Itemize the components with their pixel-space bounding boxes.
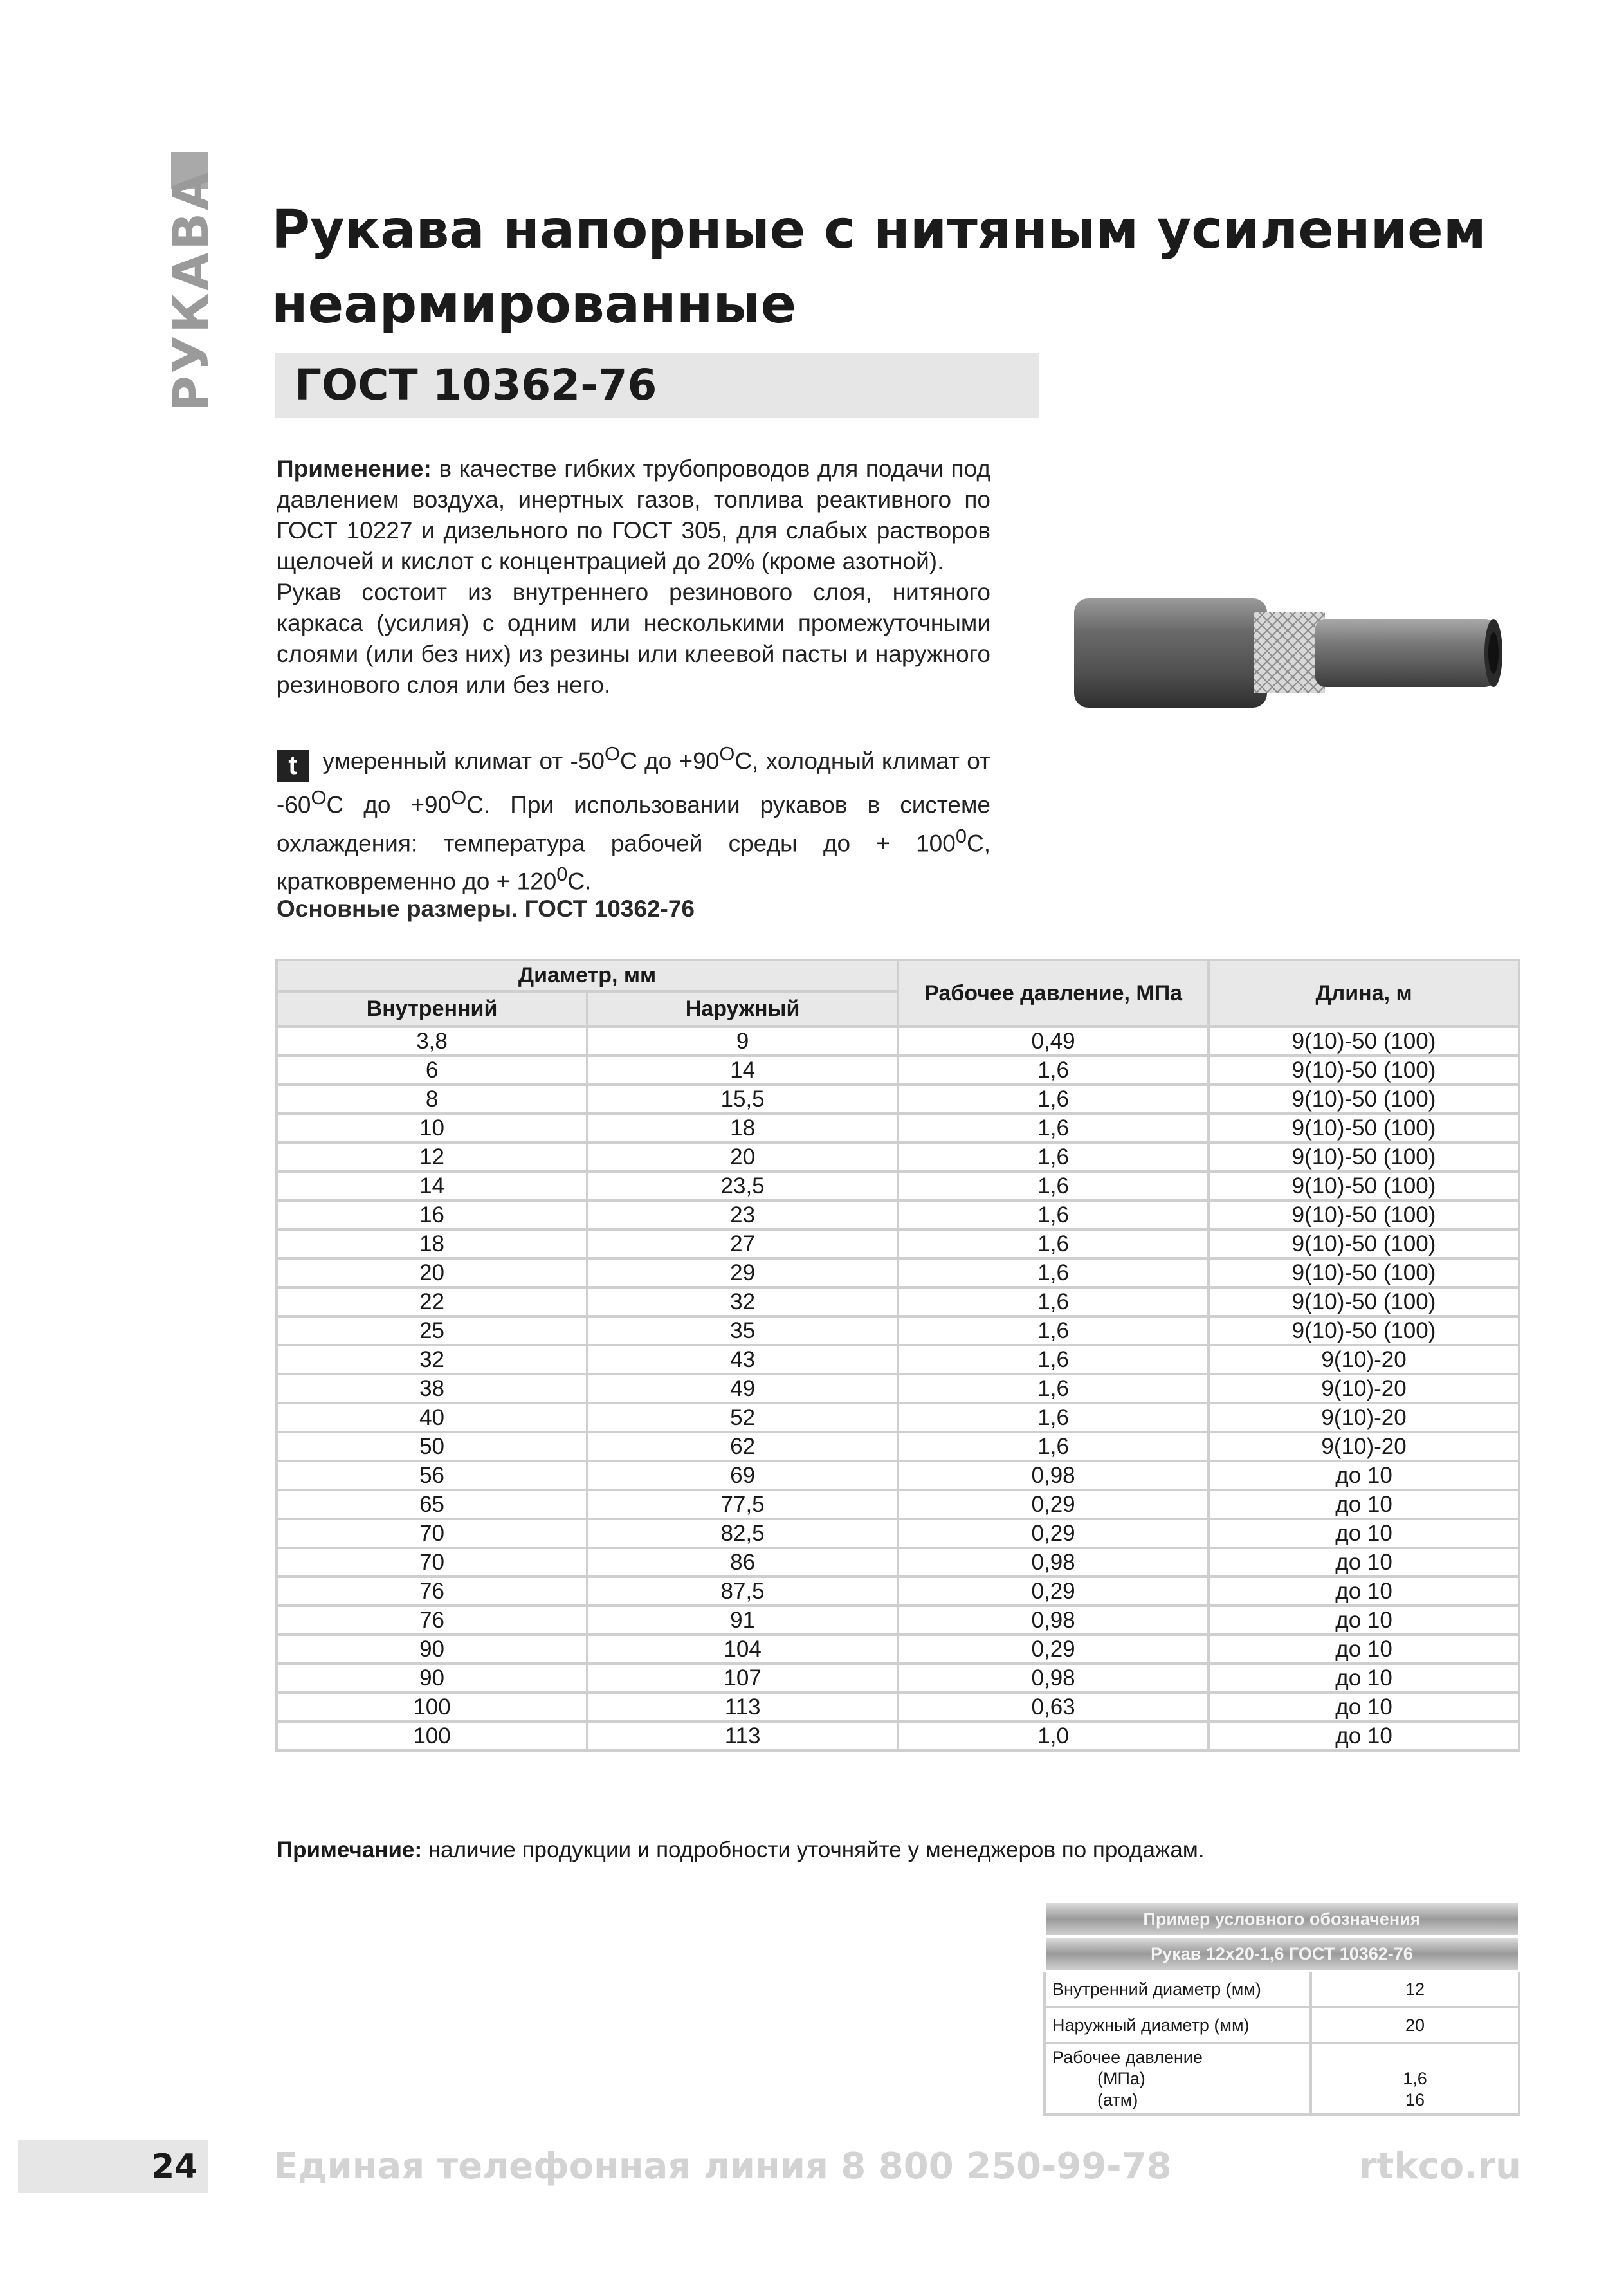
cell-outer: 52 — [587, 1403, 898, 1432]
note-label: Примечание: — [277, 1837, 423, 1862]
cell-inner: 10 — [277, 1114, 587, 1143]
cell-length: до 10 — [1209, 1490, 1519, 1519]
cell-length: 9(10)-20 — [1209, 1403, 1519, 1432]
example-inner-label: Внутренний диаметр (мм) — [1045, 1971, 1311, 2007]
table-row — [277, 1432, 1519, 1461]
example-pressure-values: 1,6 16 — [1311, 2043, 1519, 2115]
table-row — [277, 1345, 1519, 1374]
cell-pressure: 0,98 — [898, 1606, 1209, 1635]
table-row — [277, 1287, 1519, 1316]
cell-outer: 87,5 — [587, 1577, 898, 1606]
cell-inner: 16 — [277, 1200, 587, 1229]
cell-length: 9(10)-50 (100) — [1209, 1027, 1519, 1056]
table-row — [277, 1722, 1519, 1750]
structure-paragraph: Рукав состоит из внутреннего резинового слоя, нитяного каркаса (усилия) с одним или несколькими промежуточными слоями (или без них) из резины или клеевой пасты и наружного резинового слоя или без него. — [277, 579, 990, 698]
dimensions-table — [275, 959, 1520, 1752]
cell-length: 9(10)-20 — [1209, 1345, 1519, 1374]
footer-site: rtkco.ru — [1358, 2145, 1521, 2187]
cell-inner: 100 — [277, 1722, 587, 1750]
table-row — [277, 1461, 1519, 1490]
designation-example-table — [1043, 1900, 1520, 2116]
footer-phone: Единая телефонная линия 8 800 250-99-78 — [273, 2145, 1172, 2187]
page-number: 24 — [151, 2147, 198, 2186]
cell-inner: 14 — [277, 1171, 587, 1200]
cell-outer: 27 — [587, 1229, 898, 1258]
example-outer-label: Наружный диаметр (мм) — [1045, 2007, 1311, 2043]
application-body: в качестве гибких трубопроводов для подачи под давлением воздуха, инертных газов, топлива реактивного по ГОСТ 10227 и дизельного по ГОСТ 305, для слабых растворов щелочей и кислот с концентрацией до 20% (кроме азотной). — [277, 455, 990, 574]
cell-inner: 56 — [277, 1461, 587, 1490]
cell-inner: 65 — [277, 1490, 587, 1519]
cell-outer: 91 — [587, 1606, 898, 1635]
cell-length: 9(10)-50 (100) — [1209, 1200, 1519, 1229]
cell-pressure: 1,6 — [898, 1143, 1209, 1171]
table-row — [277, 1229, 1519, 1258]
cell-outer: 107 — [587, 1664, 898, 1693]
table-row — [277, 1143, 1519, 1171]
cell-inner: 70 — [277, 1519, 587, 1548]
table-row — [277, 1316, 1519, 1345]
cell-length: до 10 — [1209, 1635, 1519, 1664]
section-title: Основные размеры. ГОСТ 10362-76 — [277, 896, 695, 922]
dimensions-table-body — [277, 1027, 1519, 1750]
cell-outer: 43 — [587, 1345, 898, 1374]
cell-pressure: 0,29 — [898, 1490, 1209, 1519]
cell-outer: 77,5 — [587, 1490, 898, 1519]
cell-length: 9(10)-50 (100) — [1209, 1171, 1519, 1200]
table-row — [277, 1085, 1519, 1114]
cell-inner: 18 — [277, 1229, 587, 1258]
cell-outer: 15,5 — [587, 1085, 898, 1114]
header-inner: Внутренний — [277, 991, 587, 1027]
cell-length: до 10 — [1209, 1519, 1519, 1548]
cell-inner: 40 — [277, 1403, 587, 1432]
cell-outer: 86 — [587, 1548, 898, 1577]
cell-inner: 76 — [277, 1606, 587, 1635]
cell-inner: 50 — [277, 1432, 587, 1461]
page-title — [271, 193, 1493, 342]
example-header: Пример условного обозначения — [1045, 1902, 1519, 1936]
hose-braid-layer — [1254, 612, 1325, 693]
cell-outer: 32 — [587, 1287, 898, 1316]
cell-inner: 38 — [277, 1374, 587, 1403]
cell-outer: 18 — [587, 1114, 898, 1143]
table-row — [277, 1606, 1519, 1635]
cell-inner: 22 — [277, 1287, 587, 1316]
cell-inner: 70 — [277, 1548, 587, 1577]
cell-inner: 12 — [277, 1143, 587, 1171]
header-pressure: Рабочее давление, МПа — [898, 960, 1209, 1027]
cell-outer: 113 — [587, 1722, 898, 1750]
cell-length: до 10 — [1209, 1548, 1519, 1577]
table-row — [277, 1114, 1519, 1143]
cell-outer: 20 — [587, 1143, 898, 1171]
hose-product-image — [1061, 579, 1524, 727]
cell-pressure: 0,29 — [898, 1519, 1209, 1548]
table-row — [277, 1635, 1519, 1664]
example-designation: Рукав 12х20-1,6 ГОСТ 10362-76 — [1045, 1936, 1519, 1971]
example-pressure-label: Рабочее давление (МПа) (атм) — [1045, 2043, 1311, 2115]
application-paragraph — [277, 454, 990, 577]
cell-length: 9(10)-50 (100) — [1209, 1085, 1519, 1114]
cell-length: 9(10)-50 (100) — [1209, 1316, 1519, 1345]
cell-pressure: 1,6 — [898, 1287, 1209, 1316]
cell-pressure: 1,6 — [898, 1345, 1209, 1374]
header-length: Длина, м — [1209, 960, 1519, 1027]
cell-length: 9(10)-50 (100) — [1209, 1258, 1519, 1287]
cell-outer: 14 — [587, 1056, 898, 1085]
cell-outer: 113 — [587, 1693, 898, 1722]
page-title-line-1: Рукава напорные с нитяным усилением — [271, 199, 1486, 261]
cell-length: 9(10)-50 (100) — [1209, 1143, 1519, 1171]
cell-inner: 90 — [277, 1664, 587, 1693]
cell-pressure: 1,6 — [898, 1229, 1209, 1258]
table-row — [277, 1200, 1519, 1229]
cell-length: до 10 — [1209, 1664, 1519, 1693]
cell-outer: 23 — [587, 1200, 898, 1229]
cell-outer: 69 — [587, 1461, 898, 1490]
cell-inner: 76 — [277, 1577, 587, 1606]
cell-pressure: 0,63 — [898, 1693, 1209, 1722]
table-row — [277, 1548, 1519, 1577]
cell-length: до 10 — [1209, 1722, 1519, 1750]
cell-outer: 49 — [587, 1374, 898, 1403]
cell-pressure: 0,98 — [898, 1548, 1209, 1577]
climate-paragraph: t умеренный климат от $-50^ОС$ до $+90^ОС$, холодный климат от $-60^ОС$ до $+90^ОС$. При использовании рукавов в системе охлаждения: температура рабочей среды до + $100^0С$, кратковременно до + $120^0С$. — [277, 742, 990, 895]
cell-pressure: 0,49 — [898, 1027, 1209, 1056]
cell-length: 9(10)-50 (100) — [1209, 1287, 1519, 1316]
table-row — [277, 1490, 1519, 1519]
cell-pressure: 0,29 — [898, 1577, 1209, 1606]
cell-length: до 10 — [1209, 1693, 1519, 1722]
cell-length: 9(10)-20 — [1209, 1432, 1519, 1461]
table-row — [277, 1056, 1519, 1085]
cell-outer: 82,5 — [587, 1519, 898, 1548]
hose-outer-layer — [1074, 598, 1267, 708]
table-row — [277, 1258, 1519, 1287]
table-row — [277, 1374, 1519, 1403]
cell-pressure: 1,6 — [898, 1374, 1209, 1403]
table-row — [277, 1027, 1519, 1056]
cell-pressure: 0,98 — [898, 1664, 1209, 1693]
table-row — [277, 1664, 1519, 1693]
table-row — [277, 1693, 1519, 1722]
cell-outer: 23,5 — [587, 1171, 898, 1200]
note — [277, 1837, 1205, 1863]
cell-inner: 90 — [277, 1635, 587, 1664]
cell-length: 9(10)-20 — [1209, 1374, 1519, 1403]
cell-pressure: 0,29 — [898, 1635, 1209, 1664]
example-outer-value: 20 — [1311, 2007, 1519, 2043]
cell-pressure: 1,6 — [898, 1056, 1209, 1085]
table-row — [277, 1171, 1519, 1200]
cell-outer: 9 — [587, 1027, 898, 1056]
cell-pressure: 1,6 — [898, 1171, 1209, 1200]
cell-pressure: 1,6 — [898, 1403, 1209, 1432]
cell-pressure: 1,6 — [898, 1432, 1209, 1461]
cell-inner: 20 — [277, 1258, 587, 1287]
cell-outer: 35 — [587, 1316, 898, 1345]
cell-outer: 29 — [587, 1258, 898, 1287]
example-inner-value: 12 — [1311, 1971, 1519, 2007]
cell-inner: 8 — [277, 1085, 587, 1114]
cell-length: 9(10)-50 (100) — [1209, 1114, 1519, 1143]
cell-outer: 62 — [587, 1432, 898, 1461]
cell-length: до 10 — [1209, 1606, 1519, 1635]
cell-outer: 104 — [587, 1635, 898, 1664]
cell-length: 9(10)-50 (100) — [1209, 1056, 1519, 1085]
cell-inner: 6 — [277, 1056, 587, 1085]
table-row — [277, 1403, 1519, 1432]
cell-length: 9(10)-50 (100) — [1209, 1229, 1519, 1258]
cell-pressure: 1,6 — [898, 1258, 1209, 1287]
application-label: Применение: — [277, 455, 432, 482]
cell-pressure: 1,0 — [898, 1722, 1209, 1750]
gost-heading: ГОСТ 10362-76 — [275, 353, 1039, 418]
cell-inner: 32 — [277, 1345, 587, 1374]
page-title-line-2: неармированные — [271, 274, 797, 335]
table-row — [277, 1519, 1519, 1548]
application-text — [277, 454, 990, 701]
cell-pressure: 1,6 — [898, 1114, 1209, 1143]
table-row — [277, 1577, 1519, 1606]
cell-inner: 3,8 — [277, 1027, 587, 1056]
cell-length: до 10 — [1209, 1577, 1519, 1606]
section-side-label: РУКАВА — [162, 170, 219, 412]
cell-inner: 25 — [277, 1316, 587, 1345]
header-diameter: Диаметр, мм — [277, 960, 898, 991]
cell-pressure: 0,98 — [898, 1461, 1209, 1490]
cell-pressure: 1,6 — [898, 1200, 1209, 1229]
temperature-icon: t — [277, 750, 309, 782]
hose-inner-layer — [1315, 619, 1495, 687]
cell-length: до 10 — [1209, 1461, 1519, 1490]
note-text: наличие продукции и подробности уточняйте у менеджеров по продажам. — [422, 1837, 1205, 1862]
cell-pressure: 1,6 — [898, 1085, 1209, 1114]
cell-inner: 100 — [277, 1693, 587, 1722]
header-outer: Наружный — [587, 991, 898, 1027]
cell-pressure: 1,6 — [898, 1316, 1209, 1345]
